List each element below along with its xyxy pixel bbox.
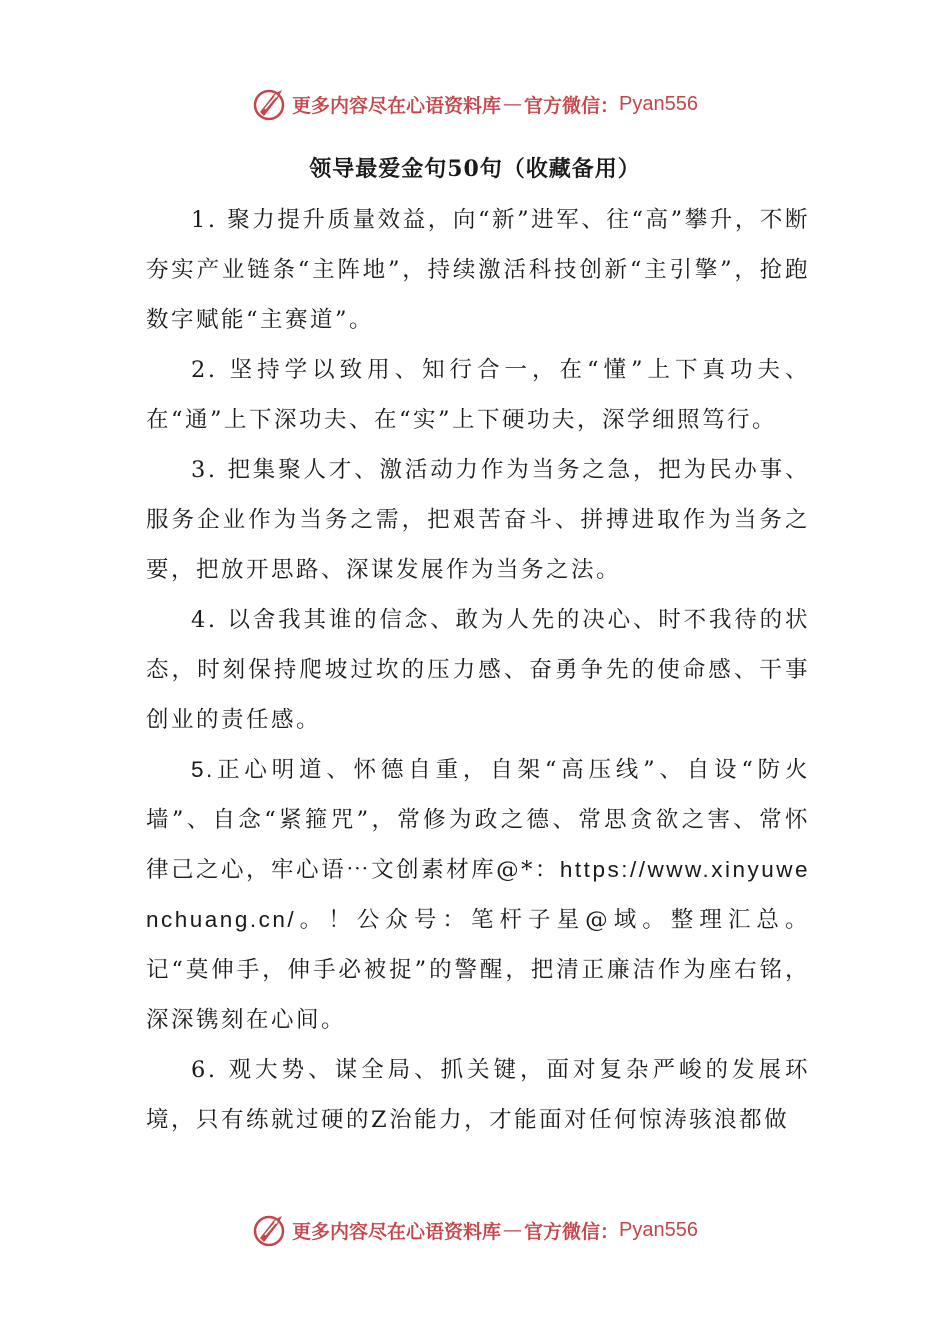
paragraph-5: [146, 745, 810, 1045]
paragraph-5-text-a: 正心明道、怀德自重，自架“高压线”、自设“防火墙”、自念“紧箍咒”，常修为政之德、常思贪欲之害、常怀律己之心，牢心语⋯文创素材库@*：: [146, 757, 810, 883]
paragraph-2: 2. 坚持学以致用、知行合一，在“懂”上下真功夫、在“通”上下深功夫、在“实”上下硬功夫，深学细照笃行。: [146, 357, 810, 433]
document-body: [146, 195, 810, 1145]
paragraph-3: 3. 把集聚人才、激活动力作为当务之急，把为民办事、服务企业作为当务之需，把艰苦奋斗、拼搏进取作为当务之要，把放开思路、深谋发展作为当务之法。: [146, 457, 810, 583]
watermark-wechat-label: 官方微信：: [524, 94, 620, 117]
watermark-separator: —: [503, 93, 523, 115]
watermark-separator: —: [503, 1219, 523, 1241]
paragraph-5-text-b: 。！公众号：笔杆子星@域。整理汇总。记“莫伸手，伸手必被捉”的警醒，把清正廉洁作为座右铭，深深镌刻在心间。: [146, 907, 810, 1033]
paragraph-1: 1. 聚力提升质量效益，向“新”进军、往“高”攀升，不断夯实产业链条“主阵地”，持续激活科技创新“主引擎”，抢跑数字赋能“主赛道”。: [146, 207, 810, 333]
pen-nib-circle-icon: [252, 1212, 288, 1248]
paragraph-5-number: 5.: [191, 757, 215, 782]
watermark-wechat-id: Pyan556: [619, 1218, 698, 1241]
watermark-wechat-id: Pyan556: [619, 92, 698, 115]
watermark-site-text: 更多内容尽在心语资料库: [292, 94, 502, 117]
watermark-site-text: 更多内容尽在心语资料库: [292, 1220, 502, 1243]
paragraph-5-url: https://www.xinyuwenchuang.cn/: [146, 857, 810, 932]
paragraph-4: 4. 以舍我其谁的信念、敢为人先的决心、时不我待的状态，时刻保持爬坡过坎的压力感、奋勇争先的使命感、干事创业的责任感。: [146, 607, 810, 733]
document-title: 领导最爱金句50句（收藏备用）: [309, 156, 641, 182]
paragraph-6: 6. 观大势、谋全局、抓关键，面对复杂严峻的发展环境，只有练就过硬的Z治能力，才能面对任何惊涛骇浪都做: [146, 1057, 810, 1133]
header-watermark: [0, 84, 950, 124]
pen-nib-circle-icon: [252, 86, 288, 122]
watermark-wechat-label: 官方微信：: [524, 1220, 620, 1243]
footer-watermark: [0, 1210, 950, 1250]
